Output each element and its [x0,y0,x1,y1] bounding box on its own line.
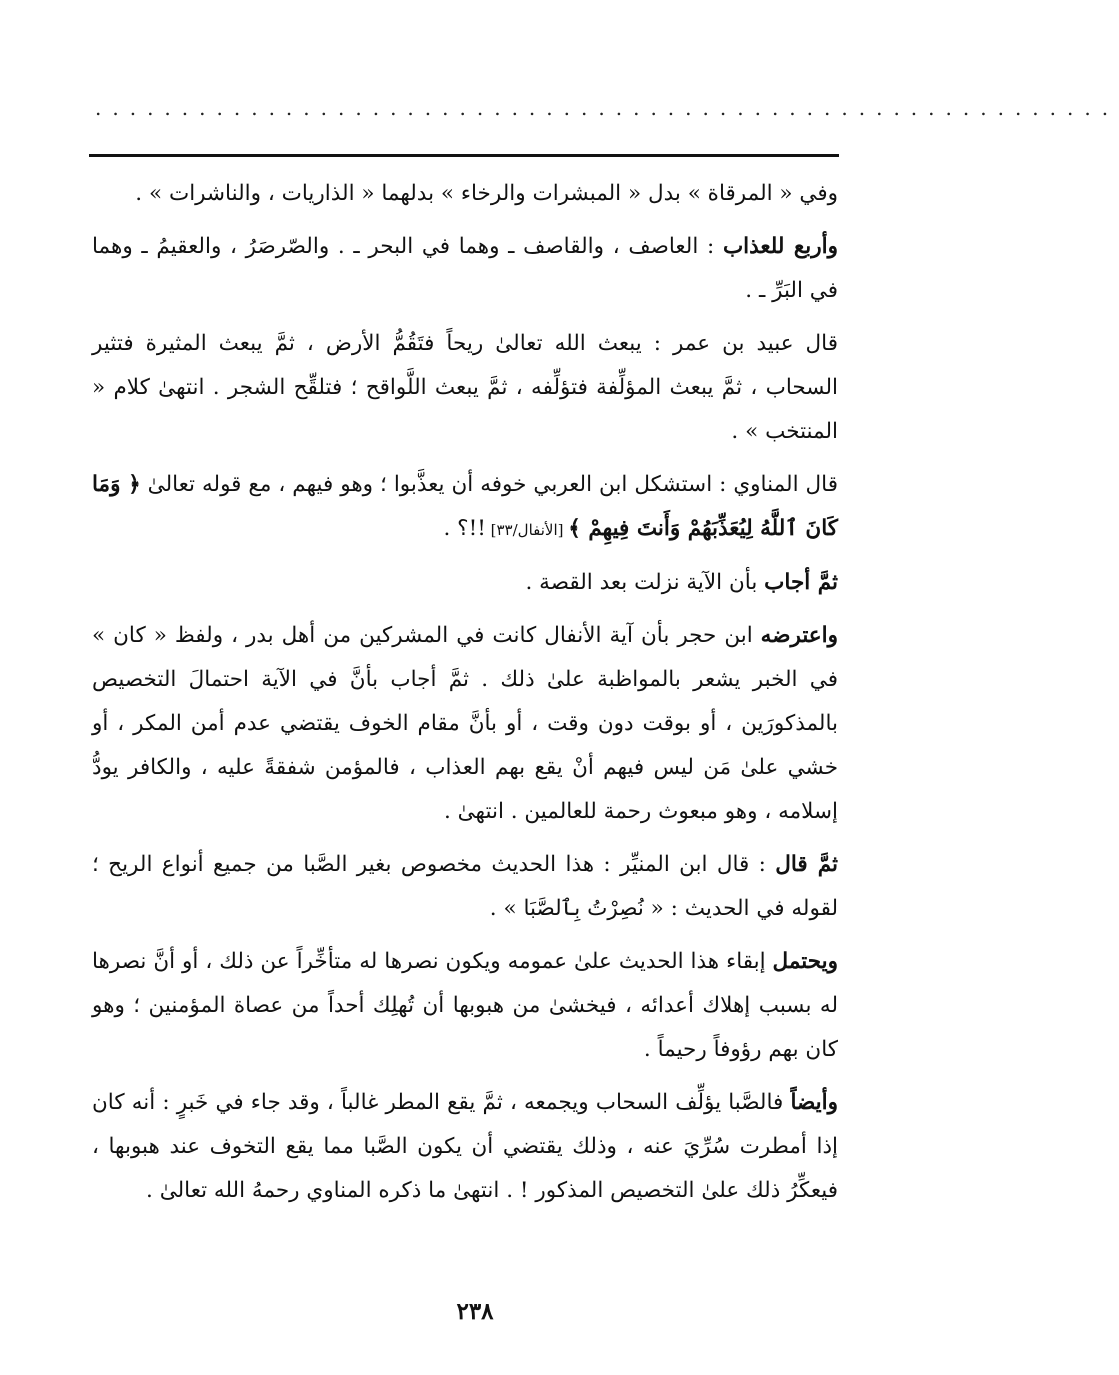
paragraph-8-lead: ويحتمل [772,949,838,974]
paragraph-9-lead: وأيضاً [790,1090,838,1115]
paragraph-1-text: وفي « المرقاة » بدل « المبشرات والرخاء » بدلهما « الذاريات ، والناشرات » . [135,181,838,206]
paragraph-6 [92,614,838,834]
paragraph-7 [92,843,838,931]
footnote-rule [89,154,839,157]
paragraph-2-text: : العاصف ، والقاصف ـ وهما في البحر ـ . والصّرصَرُ ، والعقيمُ ـ وهما في البَرِّ ـ . [92,234,838,303]
paragraph-4-tail: !!؟ . [443,516,486,541]
footnote-separator-dots: ........................................................... [95,96,1119,120]
paragraph-8-text: إبقاء هذا الحديث علىٰ عمومه ويكون نصرها له متأخِّراً عن ذلك ، أو أنَّ نصرها له بسبب إهلاك أعدائه ، فيخشىٰ من هبوبها أن تُهلِك أحداً من عصاة المؤمنين ؛ وهو كان بهم رؤوفاً رحيماً . [92,949,838,1062]
paragraph-9 [92,1081,838,1213]
paragraph-5 [92,561,838,605]
paragraph-3 [92,322,838,454]
paragraph-1 [92,172,838,216]
paragraph-4-text: قال المناوي : استشكل ابن العربي خوفه أن يعذَّبوا ؛ وهو فيهم ، مع قوله تعالىٰ [140,472,838,497]
paragraph-8 [92,940,838,1072]
page-number: ٢٣٨ [456,1298,494,1325]
verse-reference: [الأنفال/٣٣] [485,521,569,539]
paragraph-2-lead: وأربع للعذاب [722,234,838,259]
page-body [92,172,838,1222]
paragraph-3-text: قال عبيد بن عمر : يبعث الله تعالىٰ ريحاً فتَقُمُّ الأرض ، ثمَّ يبعث المثيرة فتثير السحاب ، ثمَّ يبعث المؤلِّفة فتؤلِّفه ، ثمَّ يبعث اللَّواقح ؛ فتلقِّح الشجر . انتهىٰ كلام « المنتخب » . [92,331,838,444]
paragraph-6-text: ابن حجر بأن آية الأنفال كانت في المشركين من أهل بدر ، ولفظ « كان » في الخبر يشعر بالمواظبة علىٰ ذلك . ثمَّ أجاب بأنَّ في الآية احتمالَ التخصيص بالمذكورَين ، أو بوقت دون وقت ، أو بأنَّ مقام الخوف يقتضي عدم أمن المكر ، أو خشي علىٰ مَن ليس فيهم أنْ يقع بهم العذاب ، فالمؤمن شفقةً عليه ، والكافر يودُّ إسلامه ، وهو مبعوث رحمة للعالمين . انتهىٰ . [92,623,838,824]
paragraph-9-text: فالصَّبا يؤلِّف السحاب ويجمعه ، ثمَّ يقع المطر غالباً ، وقد جاء في خَبرٍ : أنه كان إذا أمطرت سُرِّيَ عنه ، وذلك يقتضي أن يكون الصَّبا مما يقع التخوف عند هبوبها ، فيعكِّرُ ذلك علىٰ التخصيص المذكور ! . انتهىٰ ما ذكره المناوي رحمهُ الله تعالىٰ . [92,1090,838,1203]
quran-verse: ﴿ وَمَا كَانَ ٱللَّهُ لِيُعَذِّبَهُمْ وَأَنتَ فِيهِمْ ﴾ [92,472,838,541]
paragraph-5-lead: ثمَّ أجاب [764,570,838,595]
paragraph-7-text: : قال ابن المنيِّر : هذا الحديث مخصوص بغير الصَّبا من جميع أنواع الريح ؛ لقوله في الحديث : « نُصِرْتُ بِٱلصَّبَا » . [92,852,838,921]
paragraph-2 [92,225,838,313]
paragraph-4 [92,463,838,552]
paragraph-6-lead: واعترضه [760,623,838,648]
paragraph-7-lead: ثمَّ قال [775,852,838,877]
paragraph-5-text: بأن الآية نزلت بعد القصة . [525,570,765,595]
